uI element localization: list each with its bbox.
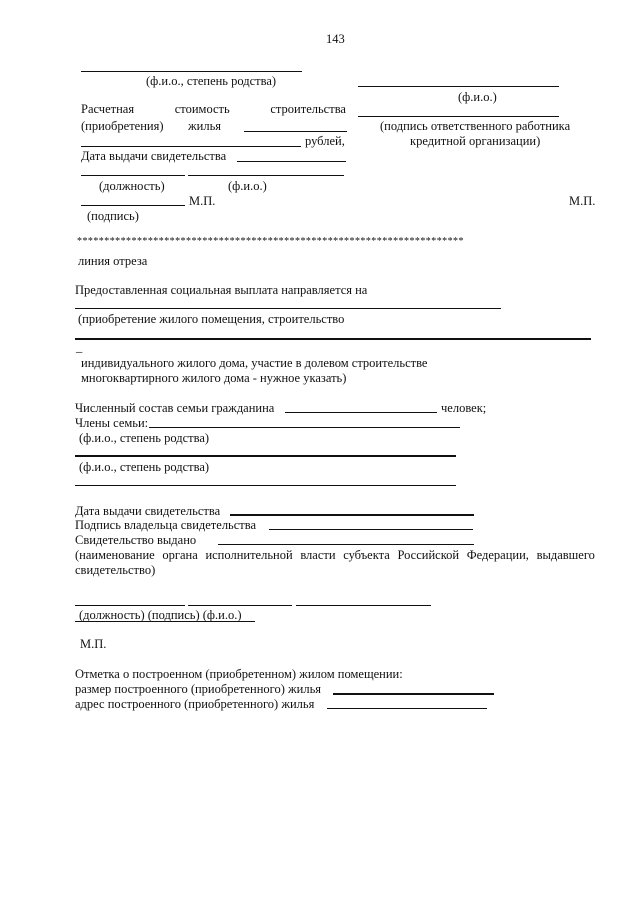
cut-stars: *********************************************************************** <box>77 236 464 247</box>
fio-degree-1: (ф.и.о., степень родства) <box>79 431 210 445</box>
cost-value-line <box>81 146 301 147</box>
fio-degree-2: (ф.и.о., степень родства) <box>79 460 210 474</box>
signature-line <box>81 205 185 206</box>
authority-word: Федерации, <box>466 548 529 562</box>
cost-line2-a: (приобретения) <box>81 119 164 133</box>
issue-date-label-2: Дата выдачи свидетельства <box>75 504 221 518</box>
responsible-caption-2: кредитной организации) <box>410 134 541 148</box>
family-member-line-2 <box>75 455 456 457</box>
mp-bottom: М.П. <box>80 637 107 651</box>
issued-by-line <box>218 544 474 545</box>
rubles: рублей, <box>305 134 345 148</box>
purpose-caption-1: (приобретение жилого помещения, строительство <box>78 312 345 326</box>
mp-left: М.П. <box>189 194 216 208</box>
size-label: размер построенного (приобретенного) жилья <box>75 682 322 696</box>
fio-caption: (ф.и.о.) <box>228 179 267 193</box>
responsible-signature-line <box>358 116 559 117</box>
authority-caption-row <box>75 548 595 562</box>
issued-by-label: Свидетельство выдано <box>75 533 197 547</box>
cut-label: линия отреза <box>78 254 148 268</box>
cost-label-row <box>81 102 346 116</box>
authority-word: субъекта <box>343 548 390 562</box>
purpose-caption-3: многоквартирного жилого дома - нужное указать) <box>81 371 347 385</box>
persons: человек; <box>441 401 487 415</box>
family-members-label: Члены семьи: <box>75 416 149 430</box>
family-count-label: Численный состав семьи гражданина <box>75 401 275 415</box>
signature-line-2 <box>188 605 292 606</box>
authority-word: выдавшего <box>536 548 595 562</box>
issue-date-line-2 <box>230 514 474 516</box>
cost-word: стоимость <box>174 102 230 116</box>
page-number: 143 <box>326 32 345 46</box>
responsible-caption-1: (подпись ответственного работника <box>380 119 571 133</box>
fio-right-caption: (ф.и.о.) <box>458 90 497 104</box>
address-label: адрес построенного (приобретенного) жилья <box>75 697 315 711</box>
position-caption: (должность) <box>99 179 165 193</box>
cost-word: строительства <box>270 102 346 116</box>
purpose-dash: _ <box>76 340 83 354</box>
payment-directed: Предоставленная социальная выплата направляется на <box>75 283 368 297</box>
address-line <box>327 708 487 709</box>
authority-word: Российской <box>397 548 460 562</box>
fio-line <box>81 71 302 72</box>
authority-caption-2: свидетельство) <box>75 563 156 577</box>
mp-right: М.П. <box>569 194 596 208</box>
purpose-line-2 <box>75 338 591 340</box>
family-count-line <box>285 412 437 413</box>
owner-signature-label: Подпись владельца свидетельства <box>75 518 257 532</box>
authority-word: исполнительной <box>205 548 293 562</box>
authority-word: власти <box>300 548 336 562</box>
cost-word: Расчетная <box>81 102 135 116</box>
caption-underline <box>75 621 255 622</box>
purpose-caption-2: индивидуального жилого дома, участие в долевом строительстве <box>81 356 428 370</box>
issue-date-label: Дата выдачи свидетельства <box>81 149 227 163</box>
size-line <box>333 693 494 695</box>
position-line <box>81 175 185 176</box>
position-line-2 <box>75 605 185 606</box>
owner-signature-line <box>269 529 473 530</box>
issue-date-line <box>237 161 346 162</box>
housing-note: Отметка о построенном (приобретенном) жилом помещении: <box>75 667 403 681</box>
signature-caption: (подпись) <box>87 209 139 223</box>
authority-word: (наименование <box>75 548 155 562</box>
authority-word: органа <box>162 548 198 562</box>
fio-line-2 <box>188 175 344 176</box>
pos-sign-fio-caption: (должность) (подпись) (ф.и.о.) <box>79 608 242 622</box>
fio-right-line <box>358 86 559 87</box>
fio-line-3 <box>296 605 431 606</box>
cost-line2-b: жилья <box>188 119 222 133</box>
family-member-line-3 <box>75 485 456 486</box>
family-members-line <box>149 427 460 428</box>
cost-line <box>244 131 347 132</box>
purpose-line <box>75 308 501 309</box>
fio-degree-caption: (ф.и.о., степень родства) <box>146 74 277 88</box>
